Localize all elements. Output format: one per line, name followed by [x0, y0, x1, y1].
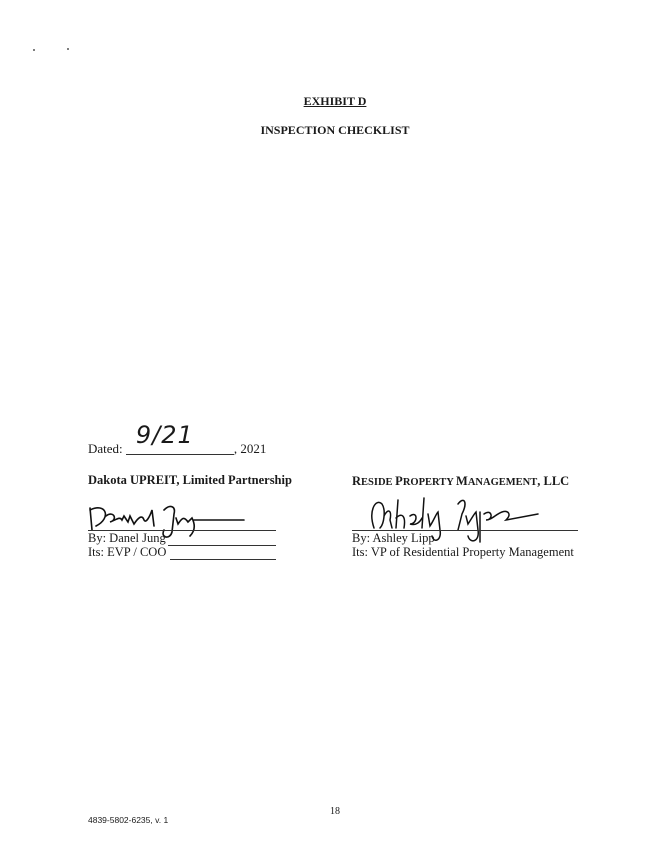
left-its: Its: EVP / COO: [88, 545, 167, 559]
scan-speck: [33, 49, 35, 51]
dated-year: , 2021: [233, 441, 267, 456]
left-party-name: Dakota UPREIT, Limited Partnership: [88, 473, 292, 487]
left-its-line: [170, 559, 276, 560]
left-by-line: [168, 545, 276, 546]
dated-label: Dated:: [88, 441, 123, 456]
dated-line: [88, 421, 267, 457]
document-id: 4839-5802-6235, v. 1: [88, 815, 169, 825]
right-party-name: RESIDE PROPERTY MANAGEMENT, LLC: [352, 474, 570, 488]
exhibit-subtitle: INSPECTION CHECKLIST: [260, 123, 410, 137]
page-number: 18: [330, 806, 340, 817]
left-by: By: Danel Jung: [88, 531, 166, 545]
right-its: Its: VP of Residential Property Management: [352, 545, 574, 559]
right-by: By: Ashley Lipp: [352, 531, 435, 545]
exhibit-title: EXHIBIT D: [303, 94, 367, 108]
scan-speck: [67, 48, 69, 50]
handwritten-date: 9/21: [135, 421, 194, 449]
date-blank: [126, 421, 234, 455]
